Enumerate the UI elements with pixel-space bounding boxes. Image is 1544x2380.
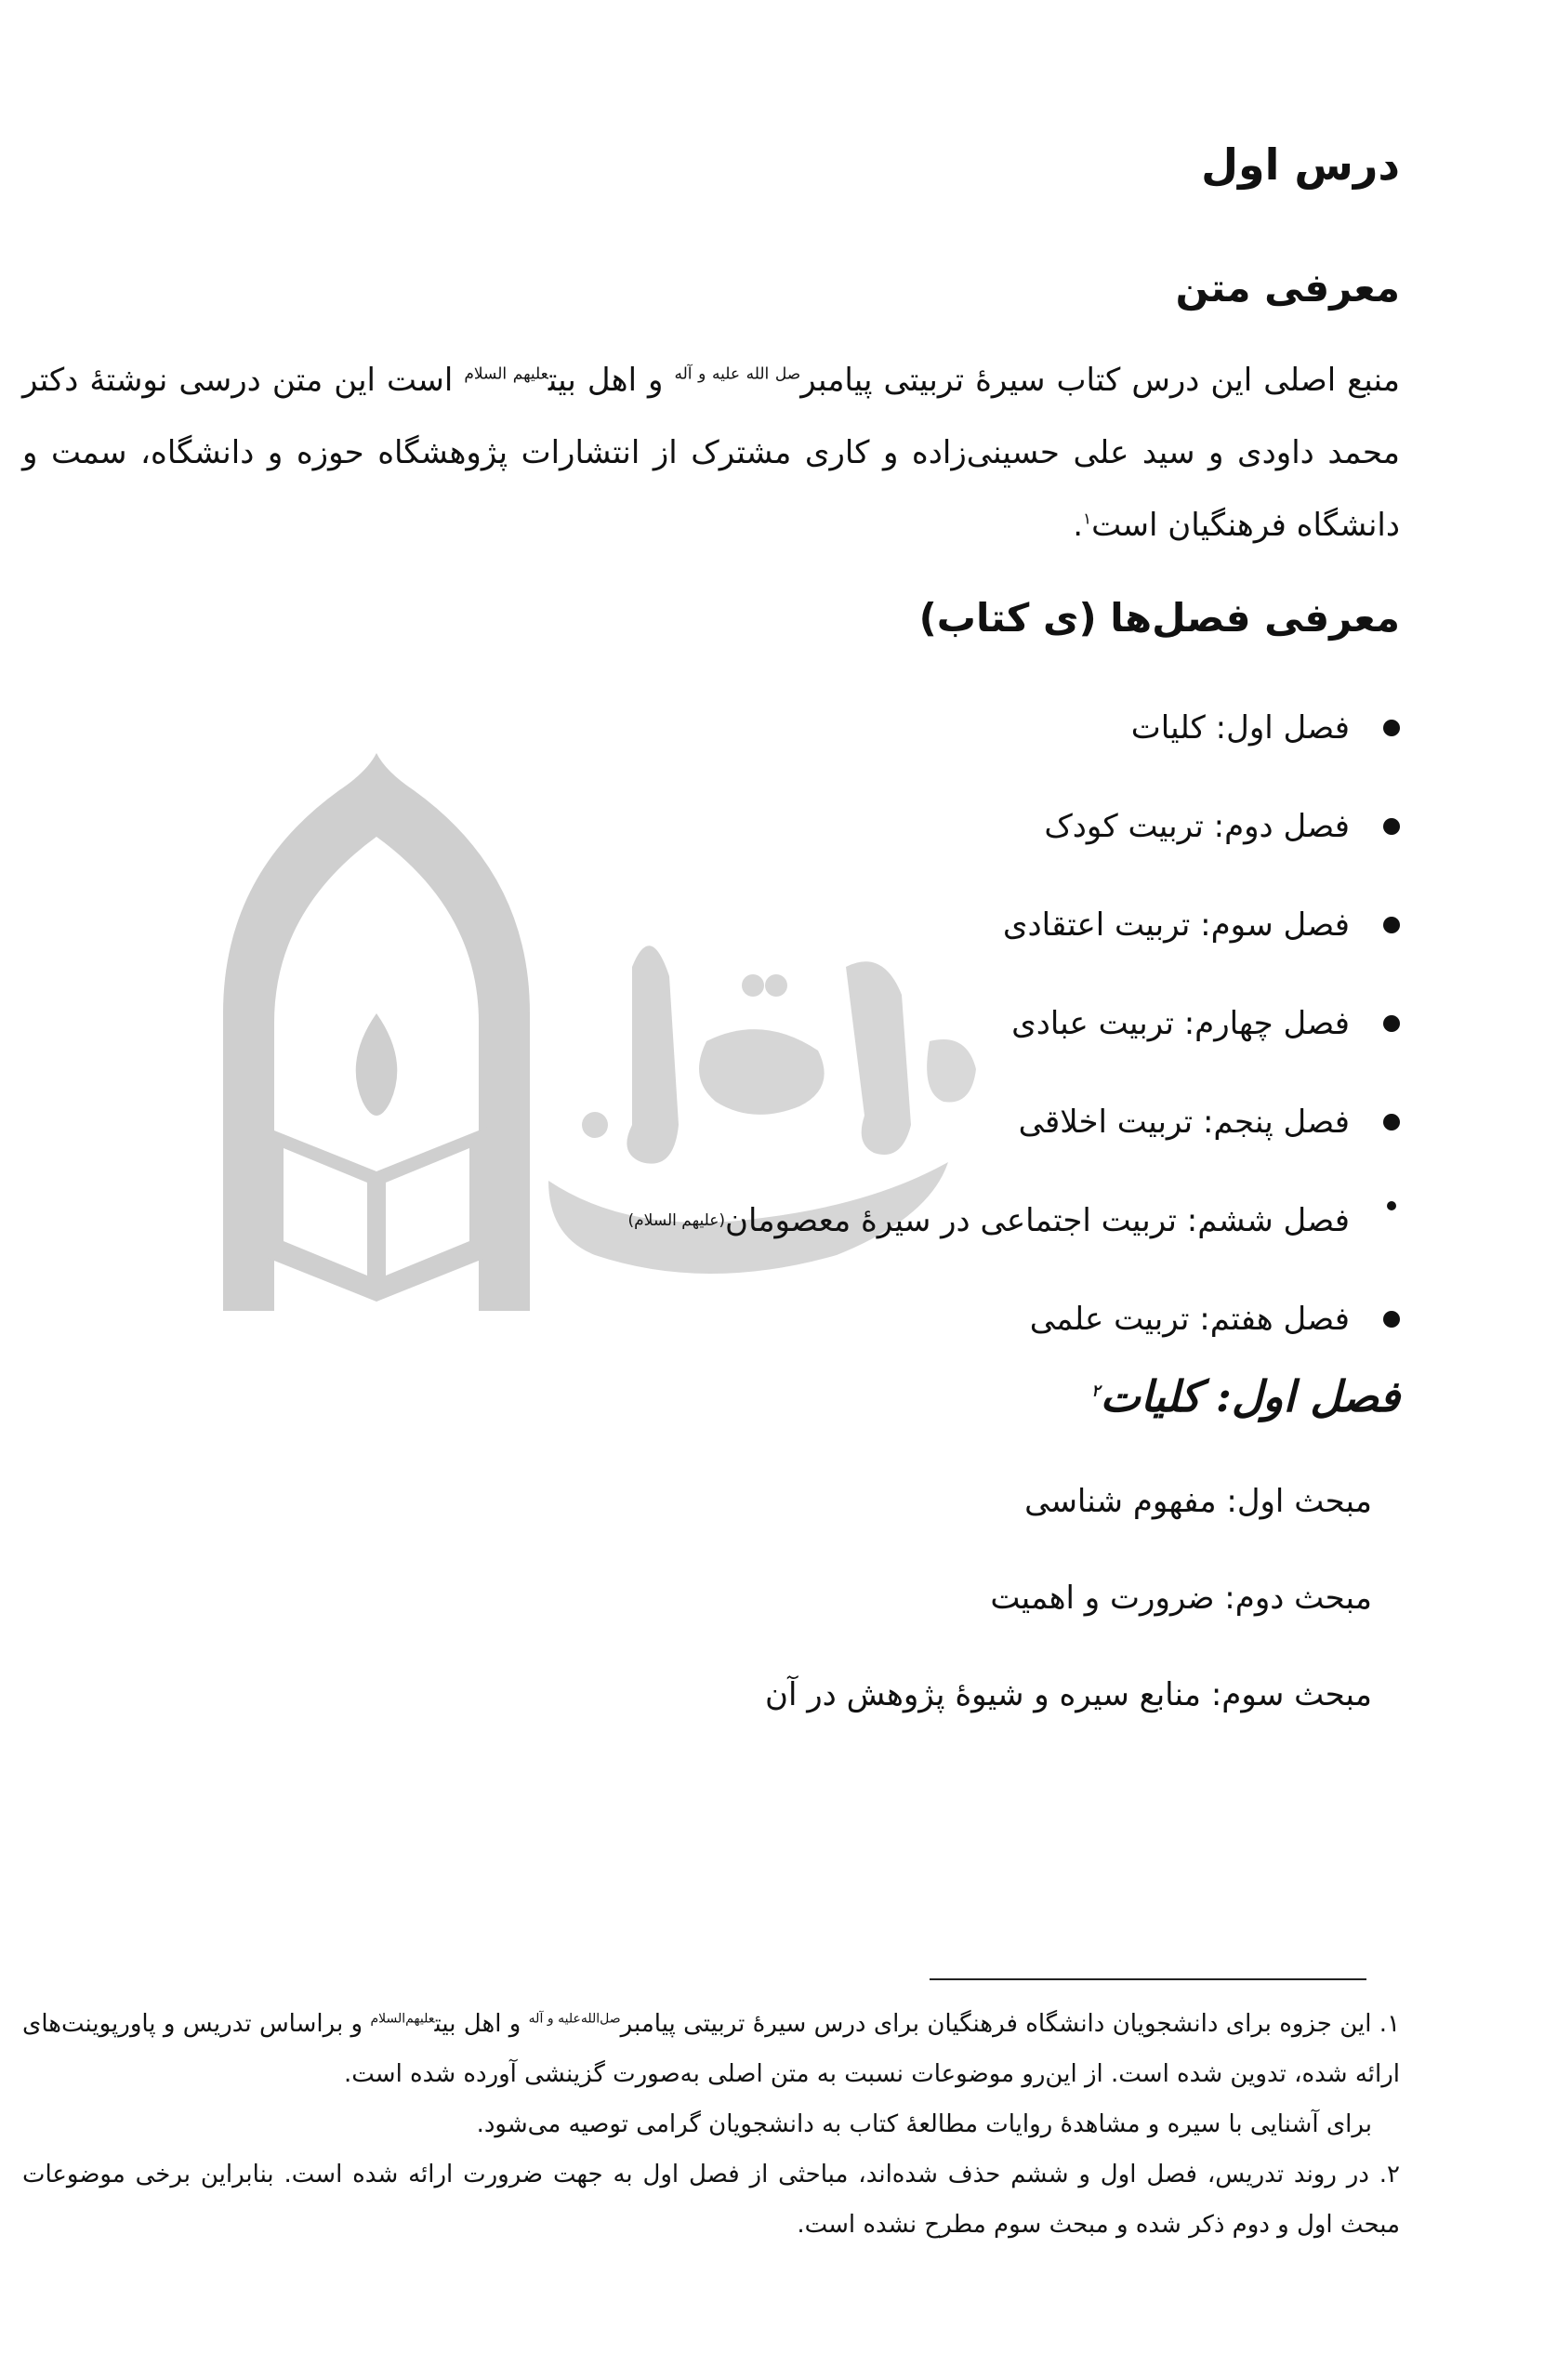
list-item: فصل ششم: تربیت اجتماعی در سیرهٔ معصومان (علیهم السلام) — [628, 1171, 1400, 1270]
list-item — [628, 876, 1400, 974]
list-item — [628, 777, 1400, 876]
footnote-ref-1[interactable]: ۱ — [1083, 509, 1092, 529]
footnote-1-part2: و اهل بیت — [434, 2010, 529, 2038]
honorific-sup-prophet: صل الله علیه و آله — [674, 364, 801, 384]
list-item: مبحث سوم: منابع سیره و شیوهٔ پژوهش در آن — [765, 1676, 1372, 1713]
lesson-title: درس اول — [1201, 139, 1400, 190]
list-item — [628, 974, 1400, 1073]
footnote-1 — [22, 1999, 1400, 2099]
intro-text-end: . — [1073, 507, 1084, 544]
chapter-one-title-text: فصل اول: کلیات — [1100, 1371, 1400, 1421]
chapter-one-title — [1091, 1371, 1400, 1421]
chapter-label: فصل سوم: تربیت اعتقادی — [1002, 906, 1350, 944]
chapters-list — [628, 679, 1400, 1368]
chapter-label: فصل هفتم: تربیت علمی — [1029, 1301, 1350, 1338]
chapter-label: فصل اول: کلیات — [1130, 709, 1350, 747]
chapter-label: فصل پنجم: تربیت اخلاقی — [1018, 1104, 1350, 1141]
chapter-label: فصل دوم: تربیت کودک — [1044, 808, 1350, 845]
intro-section-title: معرفی متن — [1175, 265, 1400, 311]
bullet-icon — [1387, 1201, 1396, 1210]
list-item: مبحث اول: مفهوم شناسی — [1024, 1483, 1372, 1520]
bullet-icon — [1383, 1015, 1400, 1032]
intro-text-part2: و اهل بیت — [548, 362, 675, 399]
intro-text-part3: است این متن درسی نوشتهٔ دکتر محمد داودی و سید علی حسینی‌زاده و کاری مشترک از انتشارات پژوهشگاه حوزه و دانشگاه، سمت و دانشگاه فرهنگیان است — [22, 362, 1400, 544]
footnote-1-sup1: صل‌الله‌علیه و آله — [528, 2011, 621, 2027]
footnote-1-sup2: علیهم‌السلام — [370, 2011, 435, 2027]
footnote-divider — [930, 1978, 1366, 1980]
footnote-ref-2[interactable]: ۲ — [1091, 1382, 1101, 1401]
chapters-section-title: معرفی فصل‌ها (ی کتاب) — [918, 595, 1400, 641]
bullet-icon — [1383, 818, 1400, 835]
bullet-icon — [1383, 917, 1400, 933]
bullet-icon — [1383, 720, 1400, 736]
footnote-2: ۲. در روند تدریس، فصل اول و ششم حذف شده‌اند، مباحثی از فصل اول به جهت ضرورت ارائه شده است. بنابراین برخی موضوعات مبحث اول و دوم ذکر شده و مبحث سوم مطرح نشده است. — [22, 2161, 1400, 2239]
list-item: مبحث دوم: ضرورت و اهمیت — [990, 1580, 1372, 1617]
footnotes — [22, 1999, 1400, 2250]
intro-text-part1: منبع اصلی این درس کتاب سیرهٔ تربیتی پیامبر — [800, 362, 1400, 399]
chapter-label: فصل چهارم: تربیت عبادی — [1011, 1005, 1350, 1042]
footnote-1-line2: برای آشنایی با سیره و مشاهدهٔ روایات مطالعهٔ کتاب به دانشجویان گرامی توصیه می‌شود. — [476, 2110, 1372, 2138]
list-item — [628, 1270, 1400, 1368]
bullet-icon — [1383, 1311, 1400, 1328]
list-item — [628, 1073, 1400, 1171]
list-item — [628, 679, 1400, 777]
intro-paragraph — [22, 344, 1400, 562]
footnote-1-part1: ۱. این جزوه برای دانشجویان دانشگاه فرهنگیان برای درس سیرهٔ تربیتی پیامبر — [620, 2010, 1401, 2038]
footnote-1-part3: و براساس تدریس و پاورپوینت‌های ارائه شده، تدوین شده است. از این‌رو موضوعات نسبت به متن اصلی به‌صورت گزینشی آورده شده است. — [22, 2010, 1400, 2088]
topics-list — [765, 1478, 1372, 1768]
honorific-sup-ahlulbayt: علیهم السلام — [464, 364, 548, 384]
chapter-label: فصل ششم: تربیت اجتماعی در سیرهٔ معصومان — [724, 1202, 1350, 1239]
bullet-icon — [1383, 1114, 1400, 1130]
